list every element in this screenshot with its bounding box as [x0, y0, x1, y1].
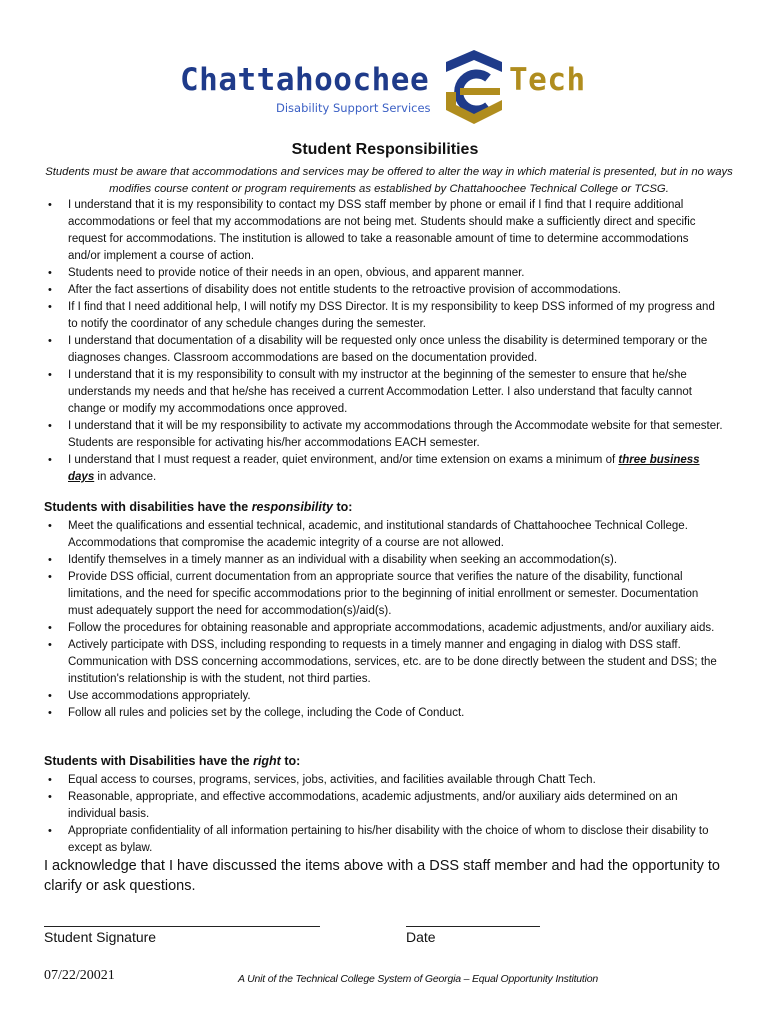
logo-subtitle: Disability Support Services — [276, 101, 431, 115]
list-item — [44, 452, 724, 486]
list-item: • If I find that I need additional help, I will notify my DSS Director. It is my responsibility to keep DSS informed of my progress and to notify the coordinator of any schedule changes during the semester. — [44, 299, 724, 333]
intro-paragraph: Students must be aware that accommodations and services may be offered to alter the way in which material is presented, but in no ways modifies course content or program requirements as established by Chattahoochee Technical College or TCSG. — [45, 166, 733, 195]
list-item: • I understand that it is my responsibility to contact my DSS staff member by phone or email if I find that I require additional accommodations or feel that my accommodations are not being met. Students should make a sufficiently direct and specific request for accommodations. The institution is allowed to take a reasonable amount of time to determine accommodations and/or implement a course of action. — [44, 197, 724, 265]
list-item: • I understand that documentation of a disability will be requested only once unless the disability is determined temporary or the diagnoses changes. Classroom accommodations are based on the documentation provided. — [44, 333, 724, 367]
heading-text-end: to: — [332, 500, 353, 514]
list-item: • Provide DSS official, current documentation from an appropriate source that verifies the nature of the disability, functional limitations, and the need for specific accommodations prior to the beginning of initial enrollment or semester. Documentation must adequately support the need for accommodation(s)/aid(s). — [44, 569, 724, 620]
list-item: • I understand that it is my responsibility to consult with my instructor at the beginning of the semester to ensure that he/she understands my needs and that he/she has received a current Accommodation Letter. I also understand that faculty cannot change or modify my accommodations once approved. — [44, 367, 724, 418]
responsibility-acknowledgements-list — [44, 197, 724, 486]
list-item: • Follow the procedures for obtaining reasonable and appropriate accommodations, academic adjustments, and/or auxiliary aids. — [44, 620, 724, 637]
date-line[interactable] — [406, 926, 540, 927]
acknowledgement-statement: I acknowledge that I have discussed the items above with a DSS staff member and had the opportunity to clarify or ask questions. — [44, 858, 720, 894]
date-label: Date — [406, 929, 436, 945]
heading-text: Students with disabilities have the — [44, 500, 252, 514]
list-item-text: I understand that I must request a reader, quiet environment, and/or time extension on exams a minimum of — [68, 454, 619, 466]
signature-line[interactable] — [44, 926, 320, 927]
footer-date: 07/22/20021 — [44, 968, 115, 983]
heading-emphasis: right — [253, 754, 281, 768]
chattahoochee-tech-logo — [180, 46, 592, 126]
heading-text-end: to: — [280, 754, 301, 768]
list-item: • Follow all rules and policies set by the college, including the Code of Conduct. — [44, 705, 724, 722]
student-responsibilities-list — [44, 518, 724, 722]
logo-word-tech: Tech — [509, 62, 586, 98]
page-title: Student Responsibilities — [291, 141, 479, 158]
list-item: • After the fact assertions of disability does not entitle students to the retroactive provision of accommodations. — [44, 282, 724, 299]
list-item: • Appropriate confidentiality of all information pertaining to his/her disability with the choice of whom to disclose their disability to except as bylaw. — [44, 823, 724, 857]
logo-c-emblem-icon — [442, 48, 506, 126]
section-heading-responsibility — [44, 500, 352, 514]
signature-label: Student Signature — [44, 929, 157, 945]
list-item: • Actively participate with DSS, including responding to requests in a timely manner and engaging in dialog with DSS staff. Communication with DSS concerning accommodations, services, etc. are to be done directly between the student and DSS; the institution's relationship is with the student, not third parties. — [44, 637, 724, 688]
list-item: • Equal access to courses, programs, services, jobs, activities, and facilities available through Chatt Tech. — [44, 772, 724, 789]
heading-emphasis: responsibility — [251, 500, 333, 514]
list-item-text-end: in advance. — [94, 471, 157, 483]
heading-text: Students with Disabilities have the — [44, 754, 254, 768]
list-item: • Students need to provide notice of their needs in an open, obvious, and apparent manner. — [44, 265, 724, 282]
list-item: • Use accommodations appropriately. — [44, 688, 724, 705]
section-heading-rights — [44, 754, 300, 768]
list-item: • I understand that it will be my responsibility to activate my accommodations through the Accommodate website for that semester. Students are responsible for activating his/her accommodations EACH semester. — [44, 418, 724, 452]
footer-institution-note: A Unit of the Technical College System of Georgia – Equal Opportunity Institution — [238, 973, 599, 985]
student-rights-list — [44, 772, 724, 857]
emphasis-three-business-days: three business days — [68, 454, 700, 483]
list-item: • Meet the qualifications and essential technical, academic, and institutional standards of Chattahoochee Technical College. Accommodations that compromise the academic integrity of a course are not allowed. — [44, 518, 724, 552]
list-item: • Reasonable, appropriate, and effective accommodations, academic adjustments, and/or auxiliary aids determined on an individual basis. — [44, 789, 724, 823]
list-item: • Identify themselves in a timely manner as an individual with a disability when seeking an accommodation(s). — [44, 552, 724, 569]
logo-word-chattahoochee: Chattahoochee — [180, 62, 430, 98]
